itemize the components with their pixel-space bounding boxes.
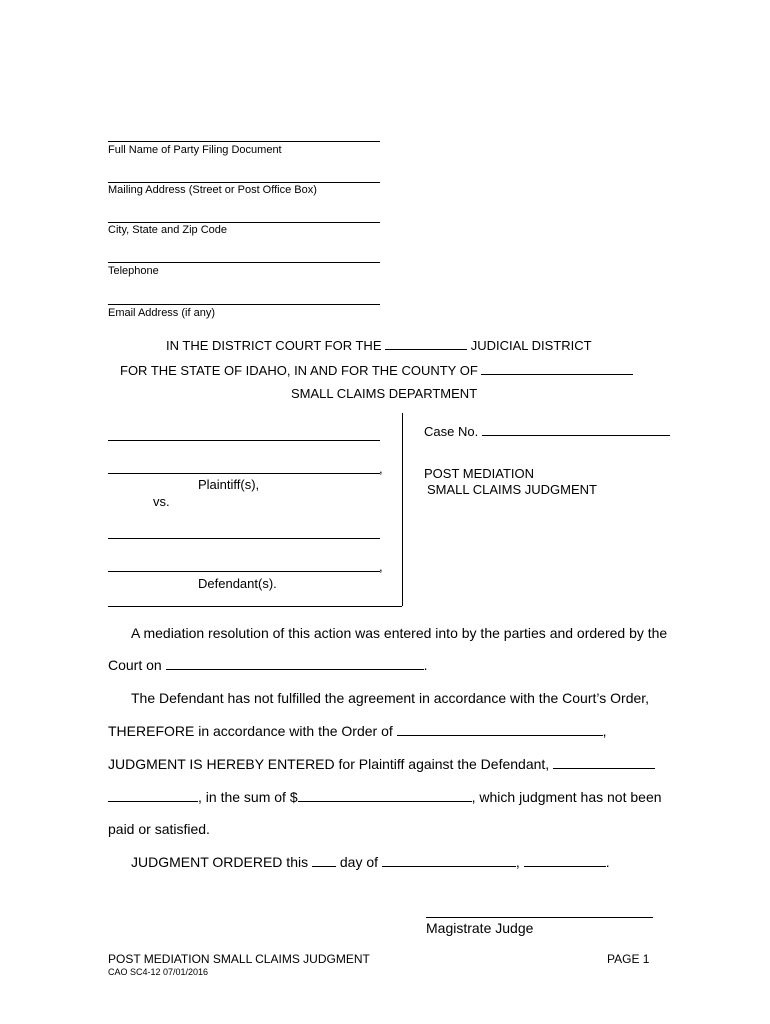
- court-line-3: SMALL CLAIMS DEPARTMENT: [291, 386, 478, 401]
- defendant-name-blank[interactable]: [553, 756, 655, 769]
- case-no-blank[interactable]: [482, 423, 670, 436]
- email-label: Email Address (if any): [108, 307, 215, 319]
- court-line-1: [166, 337, 592, 353]
- district-blank[interactable]: [385, 337, 467, 350]
- caption-divider: [402, 413, 403, 606]
- court-line-2: [120, 362, 633, 378]
- body-p1: A mediation resolution of this action was entered into by the parties and ordered by the: [131, 625, 668, 641]
- plaintiff-comma: ,: [379, 461, 383, 476]
- body-p5: [108, 789, 662, 805]
- year-blank[interactable]: [524, 854, 606, 867]
- name-line[interactable]: [108, 141, 380, 142]
- body-p2: The Defendant has not fulfilled the agreement in accordance with the Court’s Order,: [131, 690, 650, 706]
- court-line-1-b: JUDICIAL DISTRICT: [470, 338, 592, 353]
- address-line[interactable]: [108, 182, 380, 183]
- vs-label: vs.: [153, 494, 170, 509]
- defendant-name-blank-2[interactable]: [108, 789, 198, 802]
- defendant-line-2[interactable]: [108, 571, 380, 572]
- defendant-comma: ,: [379, 559, 383, 574]
- court-on-label: Court on: [108, 657, 162, 673]
- doc-title-1: POST MEDIATION: [424, 466, 535, 481]
- body-p3: [108, 723, 607, 739]
- sum-label: , in the sum of $: [198, 789, 298, 805]
- name-label: Full Name of Party Filing Document: [108, 144, 282, 156]
- sum-blank[interactable]: [298, 789, 472, 802]
- case-no-row: [424, 423, 670, 439]
- plaintiff-line-1[interactable]: [108, 440, 380, 441]
- defendant-line-1[interactable]: [108, 538, 380, 539]
- email-line[interactable]: [108, 304, 380, 305]
- doc-title-2: SMALL CLAIMS JUDGMENT: [427, 482, 597, 497]
- signature-line[interactable]: [426, 917, 653, 918]
- order-of-blank[interactable]: [397, 723, 603, 736]
- footer-title: POST MEDIATION SMALL CLAIMS JUDGMENT: [108, 952, 370, 966]
- order-of-label: THEREFORE in accordance with the Order of: [108, 723, 393, 739]
- address-label: Mailing Address (Street or Post Office Box): [108, 184, 317, 196]
- day-blank[interactable]: [312, 854, 336, 867]
- day-of-label: day of: [339, 854, 379, 870]
- year-period: .: [605, 854, 610, 870]
- month-blank[interactable]: [382, 854, 516, 867]
- court-on-date-blank[interactable]: [166, 657, 424, 670]
- telephone-line[interactable]: [108, 262, 380, 263]
- judgment-entered-label: JUDGMENT IS HEREBY ENTERED for Plaintiff against the Defendant,: [108, 756, 550, 772]
- plaintiff-line-2[interactable]: [108, 473, 380, 474]
- plaintiff-label: Plaintiff(s),: [198, 477, 260, 492]
- page-number: PAGE 1: [607, 952, 650, 966]
- county-blank[interactable]: [481, 362, 633, 375]
- body-p7: [131, 854, 610, 870]
- order-of-comma: ,: [602, 723, 607, 739]
- telephone-label: Telephone: [108, 265, 159, 277]
- court-on-period: .: [423, 657, 428, 673]
- court-line-2-text: FOR THE STATE OF IDAHO, IN AND FOR THE COUNTY OF: [120, 363, 478, 378]
- city-line[interactable]: [108, 222, 380, 223]
- city-label: City, State and Zip Code: [108, 224, 228, 236]
- body-p1b: [108, 657, 427, 673]
- defendant-label: Defendant(s).: [198, 576, 277, 591]
- case-no-label: Case No.: [424, 424, 479, 439]
- signature-label: Magistrate Judge: [426, 920, 534, 936]
- court-line-1-a: IN THE DISTRICT COURT FOR THE: [166, 338, 382, 353]
- body-p6: paid or satisfied.: [108, 821, 210, 837]
- ordered-this-label: JUDGMENT ORDERED this: [131, 854, 309, 870]
- form-code: CAO SC4-12 07/01/2016: [108, 967, 209, 977]
- body-p4: [108, 756, 655, 772]
- caption-bottom-rule: [108, 606, 402, 607]
- not-paid-label: , which judgment has not been: [471, 789, 662, 805]
- month-comma: ,: [515, 854, 520, 870]
